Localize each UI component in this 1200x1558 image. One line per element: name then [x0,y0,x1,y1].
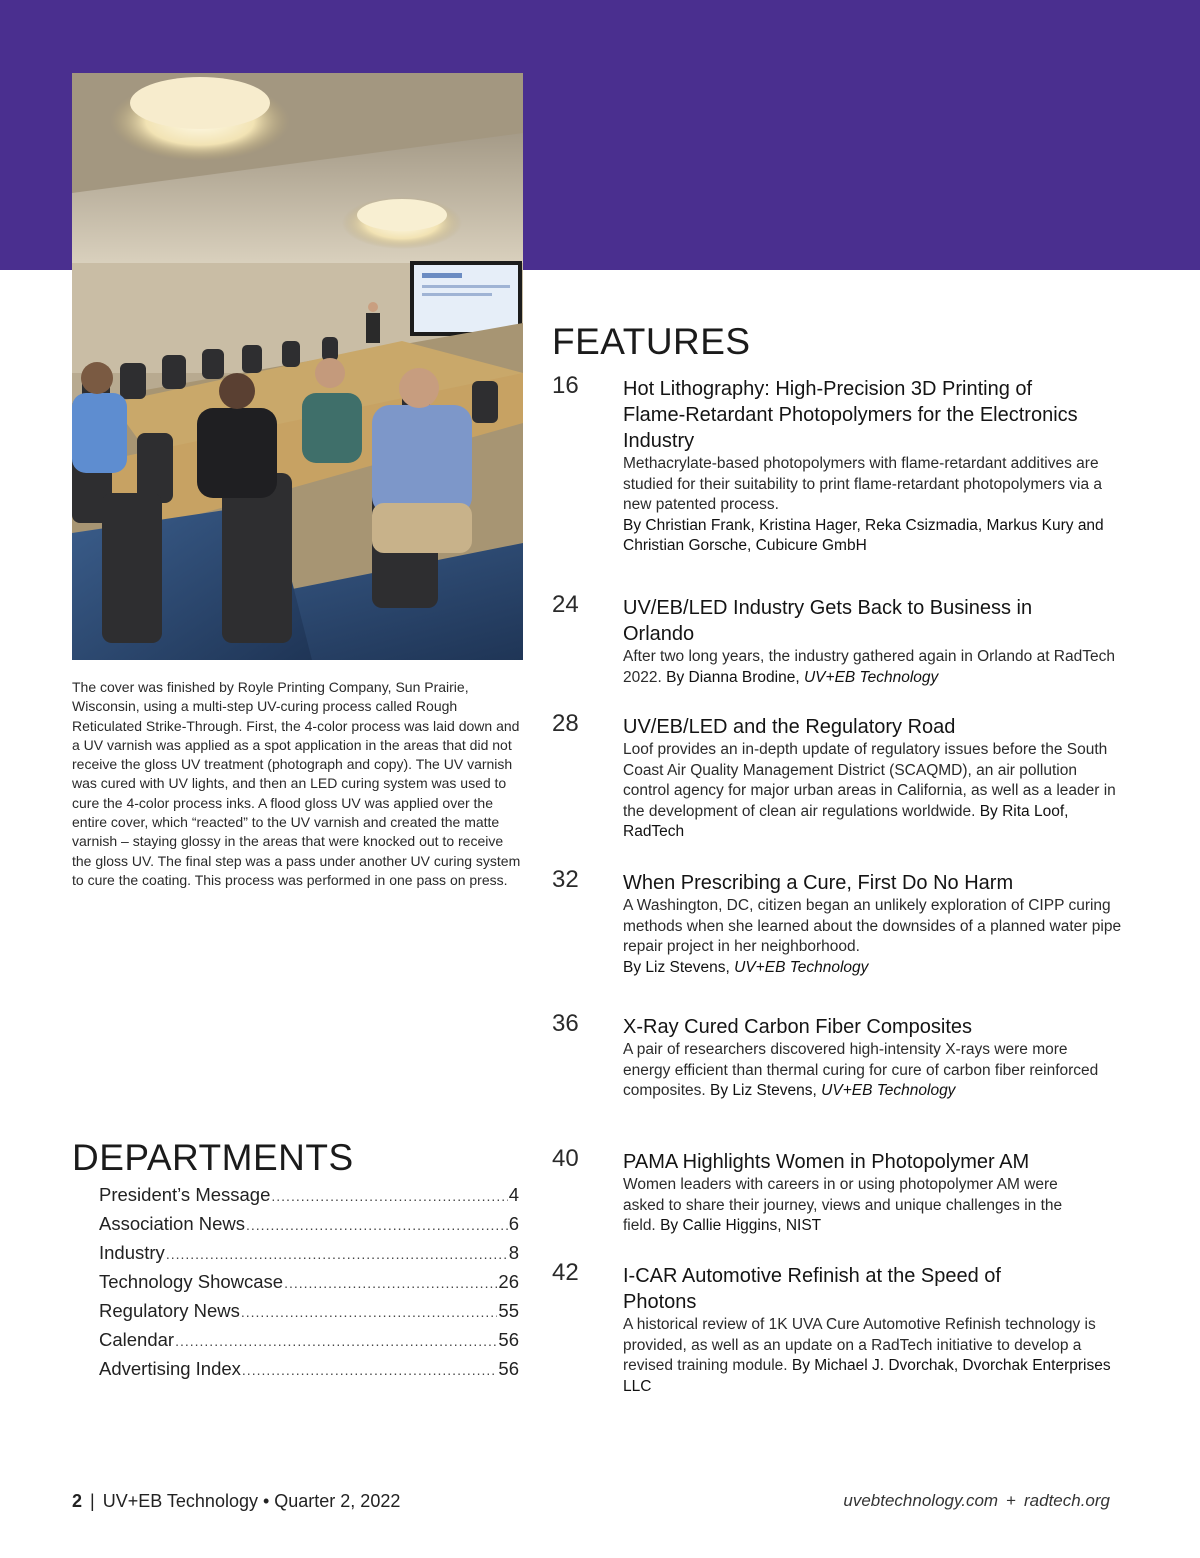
leader-dots [242,1356,498,1384]
dept-page: 55 [498,1300,519,1321]
feature-description [623,896,1123,978]
cover-caption: The cover was finished by Royle Printing Company, Sun Prairie, Wisconsin, using a multi-step UV-curing process called Rough Reticulated Strike-Through. First, the 4-color process was laid down and a UV varnish was applied as a spot application in the areas that did not receive the gloss UV treatment (photograph and copy). The UV varnish was cured with UV lights, and then an LED curing system was used to cure the 4-color process inks. A flood gloss UV was applied over the entire cover, which “reacted” to the UV varnish and created the matte varnish – staying glossy in the areas that were knocked out to receive the gloss UV. The final step was a pass under another UV curing system to cure the coating. This process was performed in one pass on press. [72,679,521,888]
feature-title[interactable]: When Prescribing a Cure, First Do No Harm [623,872,1014,894]
feature-desc-text: A pair of researchers discovered high-intensity X-rays were more energy efficient than thermal curing for cure of carbon fiber reinforced composites. [623,1041,1099,1099]
feature-description [623,740,1123,843]
footer-link-uvebtechnology[interactable]: uvebtechnology.com [843,1491,999,1510]
feature-description [623,1315,1123,1397]
feature-desc-text: After two long years, the industry gathered again in Orlando at RadTech 2022. [623,648,1115,686]
dept-item[interactable] [99,1326,519,1355]
feature-byline: By Liz Stevens, [710,1082,817,1099]
dept-item[interactable] [99,1355,519,1384]
dept-item[interactable] [99,1268,519,1297]
feature-byline: By Liz Stevens, [623,958,730,976]
feature-desc-text: Women leaders with careers in or using photopolymer AM were asked to share their journey, views and unique challenges in the field. [623,1176,1063,1234]
leader-dots [241,1298,498,1326]
feature-byline: By Michael J. Dvorchak, Dvorchak Enterprises LLC [623,1357,1111,1395]
departments-list [99,1181,519,1384]
footer-page-number: 2 [72,1491,83,1511]
feature-byline: By Rita Loof, RadTech [623,802,1069,840]
feature-desc-text: A Washington, DC, citizen began an unlikely exploration of CIPP curing methods when she learned about the downsides of a planned water pipe repair project in her neighborhood. [623,897,1122,955]
feature-page: 28 [552,710,579,737]
feature-page: 32 [552,866,579,893]
feature-desc-text: A historical review of 1K UVA Cure Automotive Refinish technology is provided, as well as an update on a RadTech initiative to develop a revised training module. [623,1316,1096,1374]
dept-page: 4 [508,1184,519,1205]
feature-page: 16 [552,372,579,399]
feature-publication: UV+EB Technology [803,668,939,686]
feature-publication: UV+EB Technology [821,1082,956,1099]
feature-page: 40 [552,1145,579,1172]
dept-label[interactable]: Calendar [99,1329,175,1350]
feature-description [623,1040,1103,1102]
feature-item[interactable] [552,1259,1122,1397]
feature-byline: By Christian Frank, Kristina Hager, Reka Csizmadia, Markus Kury and Christian Gorsche, Cubicure GmbH [623,516,1104,554]
feature-title[interactable]: Hot Lithography: High-Precision 3D Printing of Flame-Retardant Photopolymers for the Electronics Industry [623,378,1078,452]
footer-plus: + [1006,1491,1016,1510]
dept-page: 6 [508,1213,519,1234]
dept-item[interactable] [99,1297,519,1326]
feature-byline: By Callie Higgins, NIST [660,1217,822,1234]
conference-hall-photo [72,73,523,660]
feature-desc-text: Methacrylate-based photopolymers with flame-retardant additives are studied for their suitability to print flame-retardant photopolymers via a new patented process. [623,455,1103,513]
footer-websites [843,1491,1110,1511]
feature-desc-text: Loof provides an in-depth update of regulatory issues before the South Coast Air Quality Management District (SCAQMD), an air pollution control agency for major urban areas in California, as well as a leader in the development of clean air regulations worldwide. [623,741,1116,820]
feature-byline: By Dianna Brodine, [666,668,800,686]
feature-publication: UV+EB Technology [734,958,869,976]
feature-item[interactable] [552,591,1122,688]
dept-item[interactable] [99,1210,519,1239]
leader-dots [175,1327,497,1355]
dept-label[interactable]: President’s Message [99,1184,271,1205]
dept-item[interactable] [99,1239,519,1268]
features-heading: FEATURES [552,321,751,362]
footer-publication-name: UV+EB Technology • Quarter 2, 2022 [102,1491,401,1511]
leader-dots [284,1269,497,1297]
feature-page: 36 [552,1010,579,1037]
dept-page: 26 [498,1271,519,1292]
dept-label[interactable]: Advertising Index [99,1358,241,1379]
feature-title[interactable]: UV/EB/LED Industry Gets Back to Business in Orlando [623,597,1033,645]
dept-page: 56 [498,1358,519,1379]
feature-title[interactable]: X-Ray Cured Carbon Fiber Composites [623,1016,973,1038]
dept-label[interactable]: Regulatory News [99,1300,240,1321]
feature-item[interactable] [552,1145,1122,1237]
leader-dots [271,1182,507,1210]
leader-dots [166,1240,508,1268]
dept-label[interactable]: Technology Showcase [99,1271,284,1292]
feature-description [623,454,1123,557]
feature-item[interactable] [552,1010,1122,1102]
feature-page: 42 [552,1259,579,1286]
feature-item[interactable] [552,710,1122,843]
footer-publication [72,1491,400,1512]
dept-page: 8 [508,1242,519,1263]
dept-label[interactable]: Association News [99,1213,246,1234]
feature-title[interactable]: I-CAR Automotive Refinish at the Speed of Photons [623,1265,1001,1313]
feature-description [623,1175,1083,1237]
dept-item[interactable] [99,1181,519,1210]
feature-item[interactable] [552,372,1122,557]
feature-page: 24 [552,591,579,618]
dept-page: 56 [498,1329,519,1350]
departments-heading: DEPARTMENTS [72,1137,354,1178]
feature-title[interactable]: PAMA Highlights Women in Photopolymer AM [623,1151,1030,1173]
footer-link-radtech[interactable]: radtech.org [1024,1491,1110,1510]
leader-dots [246,1211,508,1239]
feature-item[interactable] [552,866,1122,978]
dept-label[interactable]: Industry [99,1242,165,1263]
feature-description [623,647,1123,688]
feature-title[interactable]: UV/EB/LED and the Regulatory Road [623,716,956,738]
footer-separator: | [90,1491,95,1511]
